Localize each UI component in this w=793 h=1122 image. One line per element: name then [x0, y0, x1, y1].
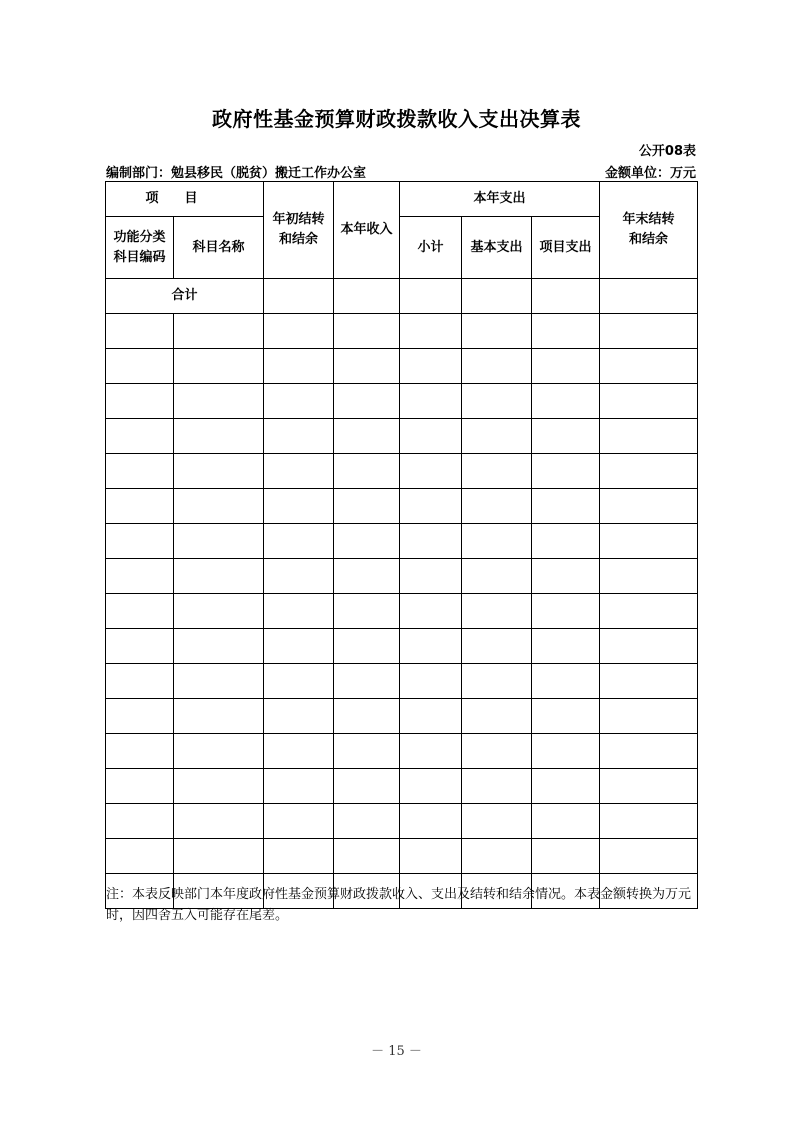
table-cell: [264, 769, 334, 804]
table-cell: [264, 559, 334, 594]
table-row: [106, 524, 698, 559]
document-title: 政府性基金预算财政拨款收入支出决算表: [212, 107, 581, 131]
total-cell: [264, 279, 334, 314]
table-cell: [462, 594, 532, 629]
table-row: [106, 804, 698, 839]
table-cell: [106, 839, 174, 874]
table-cell: [334, 314, 400, 349]
table-cell: [462, 559, 532, 594]
table-cell: [532, 524, 600, 559]
table-cell: [106, 664, 174, 699]
total-cell: [334, 279, 400, 314]
table-cell: [400, 384, 462, 419]
table-cell: [462, 769, 532, 804]
table-cell: [532, 454, 600, 489]
table-cell: [174, 594, 264, 629]
table-cell: [106, 804, 174, 839]
table-cell: [400, 839, 462, 874]
table-row: [106, 314, 698, 349]
table-cell: [264, 454, 334, 489]
table-cell: [462, 419, 532, 454]
table-cell: [400, 489, 462, 524]
table-cell: [174, 839, 264, 874]
table-row: [106, 839, 698, 874]
table-row: [106, 419, 698, 454]
total-cell: [400, 279, 462, 314]
table-cell: [264, 314, 334, 349]
table-cell: [174, 734, 264, 769]
table-cell: [462, 314, 532, 349]
table-cell: [400, 699, 462, 734]
table-row: [106, 594, 698, 629]
table-cell: [532, 559, 600, 594]
table-cell: [462, 489, 532, 524]
table-cell: [532, 769, 600, 804]
table-cell: [174, 664, 264, 699]
table-cell: [532, 804, 600, 839]
table-cell: [600, 769, 698, 804]
table-cell: [174, 524, 264, 559]
table-cell: [106, 629, 174, 664]
total-cell: [532, 279, 600, 314]
table-cell: [462, 664, 532, 699]
table-cell: [174, 489, 264, 524]
table-cell: [462, 734, 532, 769]
header-item: 项目: [106, 182, 264, 217]
table-row: [106, 454, 698, 489]
table-cell: [400, 349, 462, 384]
table-cell: [400, 734, 462, 769]
table-row: [106, 349, 698, 384]
table-cell: [532, 594, 600, 629]
table-row: [106, 734, 698, 769]
amount-unit-label: 金额单位：万元: [604, 166, 696, 181]
table-cell: [600, 524, 698, 559]
table-row: [106, 489, 698, 524]
header-begin-balance: 年初结转和结余: [264, 182, 334, 279]
table-cell: [462, 804, 532, 839]
table-cell: [174, 349, 264, 384]
total-label: 合计: [106, 279, 264, 314]
table-cell: [400, 314, 462, 349]
table-cell: [600, 559, 698, 594]
table-cell: [106, 314, 174, 349]
table-cell: [532, 839, 600, 874]
table-cell: [174, 699, 264, 734]
table-cell: [264, 804, 334, 839]
table-cell: [264, 664, 334, 699]
table-cell: [264, 419, 334, 454]
table-cell: [532, 629, 600, 664]
table-cell: [600, 804, 698, 839]
table-cell: [334, 384, 400, 419]
table-row: [106, 769, 698, 804]
table-row: [106, 384, 698, 419]
table-cell: [400, 454, 462, 489]
table-cell: [174, 419, 264, 454]
table-cell: [264, 594, 334, 629]
table-cell: [174, 559, 264, 594]
table-cell: [106, 594, 174, 629]
header-row-1: [106, 182, 698, 217]
table-cell: [462, 454, 532, 489]
table-cell: [106, 489, 174, 524]
header-year-expense: 本年支出: [400, 182, 600, 217]
table-cell: [106, 769, 174, 804]
table-cell: [400, 524, 462, 559]
table-cell: [264, 524, 334, 559]
table-row: [106, 559, 698, 594]
table-cell: [264, 384, 334, 419]
table-cell: [600, 699, 698, 734]
table-cell: [264, 734, 334, 769]
table-cell: [106, 384, 174, 419]
table-cell: [334, 454, 400, 489]
table-cell: [334, 769, 400, 804]
table-cell: [462, 384, 532, 419]
header-subject-name: 科目名称: [174, 217, 264, 279]
header-basic-expense: 基本支出: [462, 217, 532, 279]
table-cell: [174, 629, 264, 664]
table-row: [106, 664, 698, 699]
total-row: [106, 279, 698, 314]
table-cell: [600, 839, 698, 874]
table-cell: [600, 419, 698, 454]
header-year-income: 本年收入: [334, 182, 400, 279]
table-cell: [334, 349, 400, 384]
header-end-balance: 年末结转和结余: [600, 182, 698, 279]
table-cell: [600, 734, 698, 769]
table-cell: [532, 384, 600, 419]
table-cell: [600, 454, 698, 489]
table-note: 注：本表反映部门本年度政府性基金预算财政拨款收入、支出及结转和结余情况。本表金额转换为万元时，因四舍五入可能存在尾差。: [106, 887, 692, 923]
table-cell: [532, 349, 600, 384]
table-cell: [334, 419, 400, 454]
table-cell: [400, 664, 462, 699]
table-row: [106, 699, 698, 734]
table-cell: [334, 734, 400, 769]
table-cell: [532, 314, 600, 349]
header-func-code: 功能分类科目编码: [106, 217, 174, 279]
table-cell: [174, 804, 264, 839]
table-cell: [400, 419, 462, 454]
budget-table: [105, 181, 698, 909]
table-cell: [462, 699, 532, 734]
table-cell: [334, 839, 400, 874]
table-cell: [264, 629, 334, 664]
table-cell: [532, 699, 600, 734]
table-cell: [174, 454, 264, 489]
table-cell: [532, 419, 600, 454]
table-cell: [174, 384, 264, 419]
table-cell: [532, 664, 600, 699]
table-cell: [106, 419, 174, 454]
table-cell: [600, 629, 698, 664]
table-cell: [400, 804, 462, 839]
table-cell: [334, 559, 400, 594]
table-cell: [600, 384, 698, 419]
table-cell: [334, 629, 400, 664]
header-project-expense: 项目支出: [532, 217, 600, 279]
table-cell: [264, 839, 334, 874]
table-cell: [106, 524, 174, 559]
table-cell: [174, 314, 264, 349]
table-cell: [532, 489, 600, 524]
table-cell: [106, 454, 174, 489]
table-cell: [174, 769, 264, 804]
header-subtotal: 小计: [400, 217, 462, 279]
table-cell: [600, 489, 698, 524]
table-cell: [600, 664, 698, 699]
table-cell: [400, 594, 462, 629]
form-number: 公开08表: [638, 144, 696, 159]
table-cell: [334, 664, 400, 699]
table-cell: [532, 734, 600, 769]
table-cell: [334, 699, 400, 734]
table-cell: [600, 314, 698, 349]
table-cell: [334, 524, 400, 559]
table-cell: [600, 349, 698, 384]
table-cell: [334, 489, 400, 524]
table-cell: [334, 594, 400, 629]
table-cell: [264, 699, 334, 734]
table-cell: [106, 699, 174, 734]
table-cell: [400, 559, 462, 594]
table-cell: [264, 489, 334, 524]
page-number: － 15 －: [371, 1044, 422, 1059]
table-cell: [462, 349, 532, 384]
table-cell: [106, 734, 174, 769]
total-cell: [600, 279, 698, 314]
total-cell: [462, 279, 532, 314]
table-cell: [264, 349, 334, 384]
table-cell: [400, 629, 462, 664]
department-label: 编制部门：勉县移民（脱贫）搬迁工作办公室: [106, 166, 367, 181]
table-row: [106, 629, 698, 664]
table-cell: [462, 629, 532, 664]
table-cell: [106, 349, 174, 384]
table-cell: [334, 804, 400, 839]
table-cell: [106, 559, 174, 594]
table-cell: [600, 594, 698, 629]
table-cell: [462, 524, 532, 559]
table-cell: [400, 769, 462, 804]
table-cell: [462, 839, 532, 874]
